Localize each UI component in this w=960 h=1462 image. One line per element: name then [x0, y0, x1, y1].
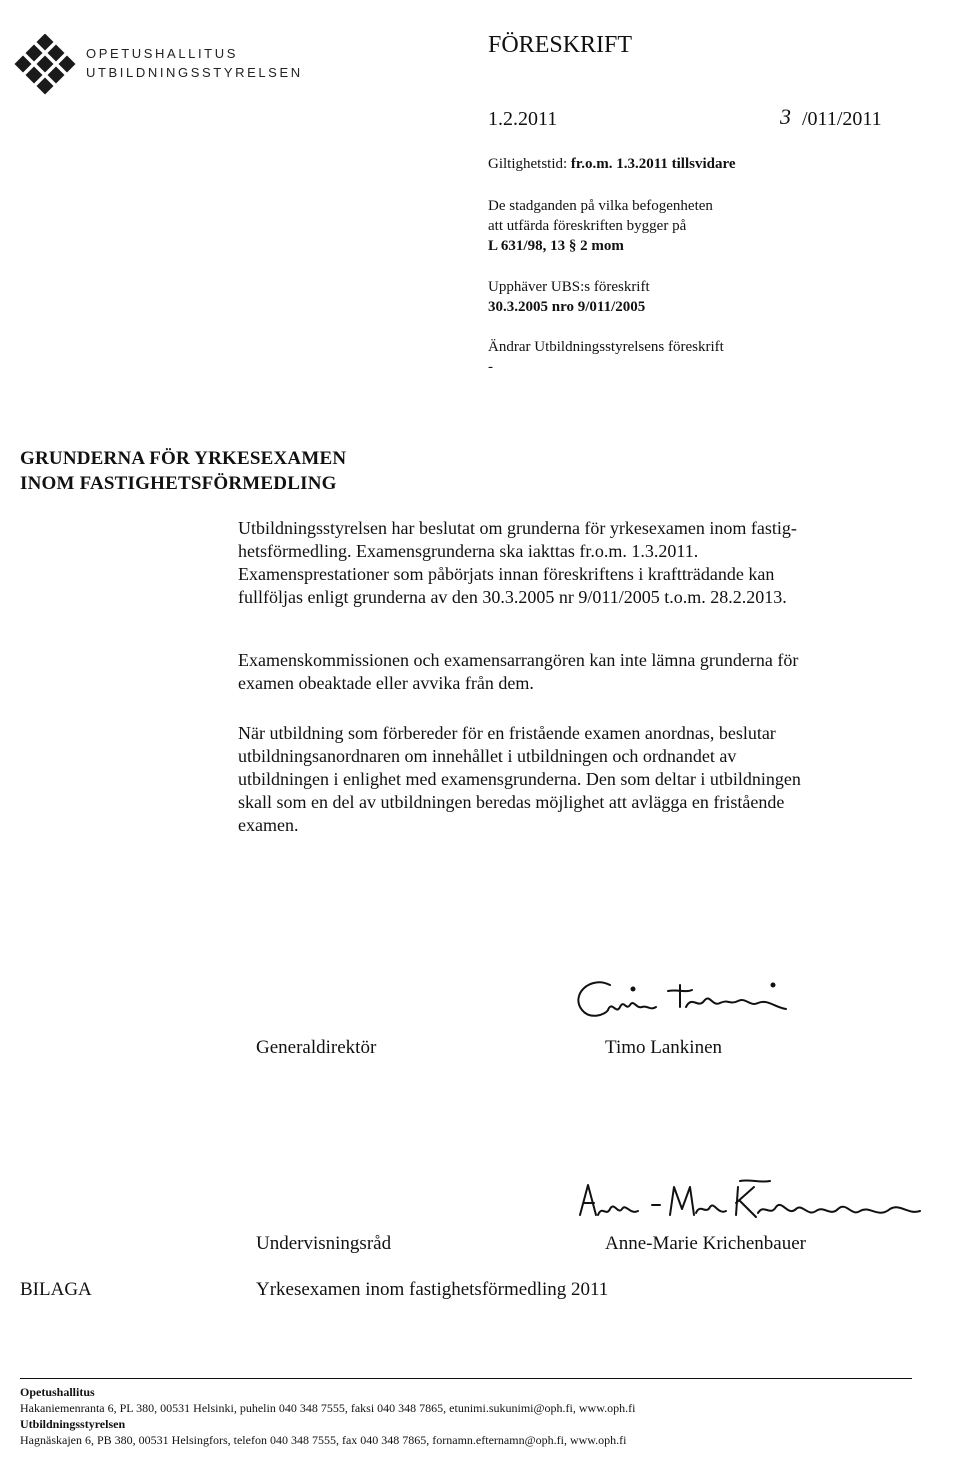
footer-org-swedish: Utbildningsstyrelsen — [20, 1417, 126, 1431]
attachment-value: Yrkesexamen inom fastighetsförmedling 2011 — [256, 1279, 609, 1300]
paragraph-line: Examenskommissionen och examensarrangören kan inte lämna grunderna för — [238, 650, 799, 670]
signatory-2-name: Anne-Marie Krichenbauer — [605, 1233, 806, 1254]
document-number-handwritten: 3 — [780, 104, 791, 129]
paragraph-line: examen obeaktade eller avvika från dem. — [238, 673, 534, 693]
paragraph-line: utbildningsanordnaren om innehållet i utbildningen och ordnandet av — [238, 746, 737, 766]
document-date: 1.2.2011 — [488, 108, 558, 130]
footer-address-finnish: Hakaniemenranta 6, PL 380, 00531 Helsinki, puhelin 040 348 7555, faksi 040 348 7865, etunimi.sukunimi@oph.fi, www.oph.fi — [20, 1401, 636, 1415]
amends-line-1: Ändrar Utbildningsstyrelsens föreskrift — [488, 339, 724, 355]
document-title — [20, 446, 346, 496]
paragraph-line: fullföljas enligt grunderna av den 30.3.2005 nr 9/011/2005 t.o.m. 28.2.2013. — [238, 587, 787, 607]
paragraph-2 — [238, 649, 878, 695]
paragraph-line: Utbildningsstyrelsen har beslutat om grunderna för yrkesexamen inom fastig- — [238, 518, 797, 538]
logo-text-swedish: UTBILDNINGSSTYRELSEN — [86, 65, 303, 80]
validity-line — [488, 155, 736, 174]
paragraph-line: hetsförmedling. Examensgrunderna ska iakttas fr.o.m. 1.3.2011. — [238, 541, 699, 561]
signatory-2-role: Undervisningsråd — [256, 1233, 392, 1254]
authority-line-2: att utfärda föreskriften bygger på — [488, 218, 687, 234]
repeals-line-1: Upphäver UBS:s föreskrift — [488, 279, 650, 295]
signature-anne-marie-krichenbauer — [560, 1175, 950, 1235]
document-number: /011/2011 — [802, 108, 882, 130]
footer-divider — [20, 1378, 912, 1379]
title-line-1: GRUNDERNA FÖR YRKESEXAMEN — [20, 448, 347, 469]
paragraph-line: Examensprestationer som påbörjats innan föreskriftens i kraftträdande kan — [238, 564, 775, 584]
signatory-1-name: Timo Lankinen — [605, 1037, 722, 1058]
validity-value: fr.o.m. 1.3.2011 tillsvidare — [570, 156, 736, 172]
signature-timo-lankinen — [560, 965, 830, 1035]
footer-org-finnish: Opetushallitus — [20, 1385, 95, 1399]
authority-line-3: L 631/98, 13 § 2 mom — [488, 238, 624, 254]
attachment-label: BILAGA — [20, 1279, 92, 1300]
authority-line-1: De stadganden på vilka befogenheten — [488, 198, 713, 214]
paragraph-line: examen. — [238, 815, 299, 835]
paragraph-line: utbildningen i enlighet med examensgrunderna. Den som deltar i utbildningen — [238, 769, 801, 789]
paragraph-1 — [238, 517, 878, 609]
title-line-2: INOM FASTIGHETSFÖRMEDLING — [20, 473, 337, 494]
validity-label: Giltighetstid: — [488, 156, 568, 172]
paragraph-line: skall som en del av utbildningen beredas möjlighet att avlägga en fristående — [238, 792, 785, 812]
document-type: FÖRESKRIFT — [488, 32, 633, 58]
amends-line-2: - — [488, 359, 493, 375]
paragraph-3 — [238, 722, 878, 837]
signatory-1-role: Generaldirektör — [256, 1037, 377, 1058]
footer-address-swedish: Hagnäskajen 6, PB 380, 00531 Helsingfors, telefon 040 348 7555, fax 040 348 7865, fornamn.efternamn@oph.fi, www.oph.fi — [20, 1433, 627, 1447]
paragraph-line: När utbildning som förbereder för en fristående examen anordnas, beslutar — [238, 723, 776, 743]
logo-text-finnish: OPETUSHALLITUS — [86, 46, 238, 61]
logo-icon — [14, 34, 76, 96]
repeals-line-2: 30.3.2005 nro 9/011/2005 — [488, 299, 646, 315]
